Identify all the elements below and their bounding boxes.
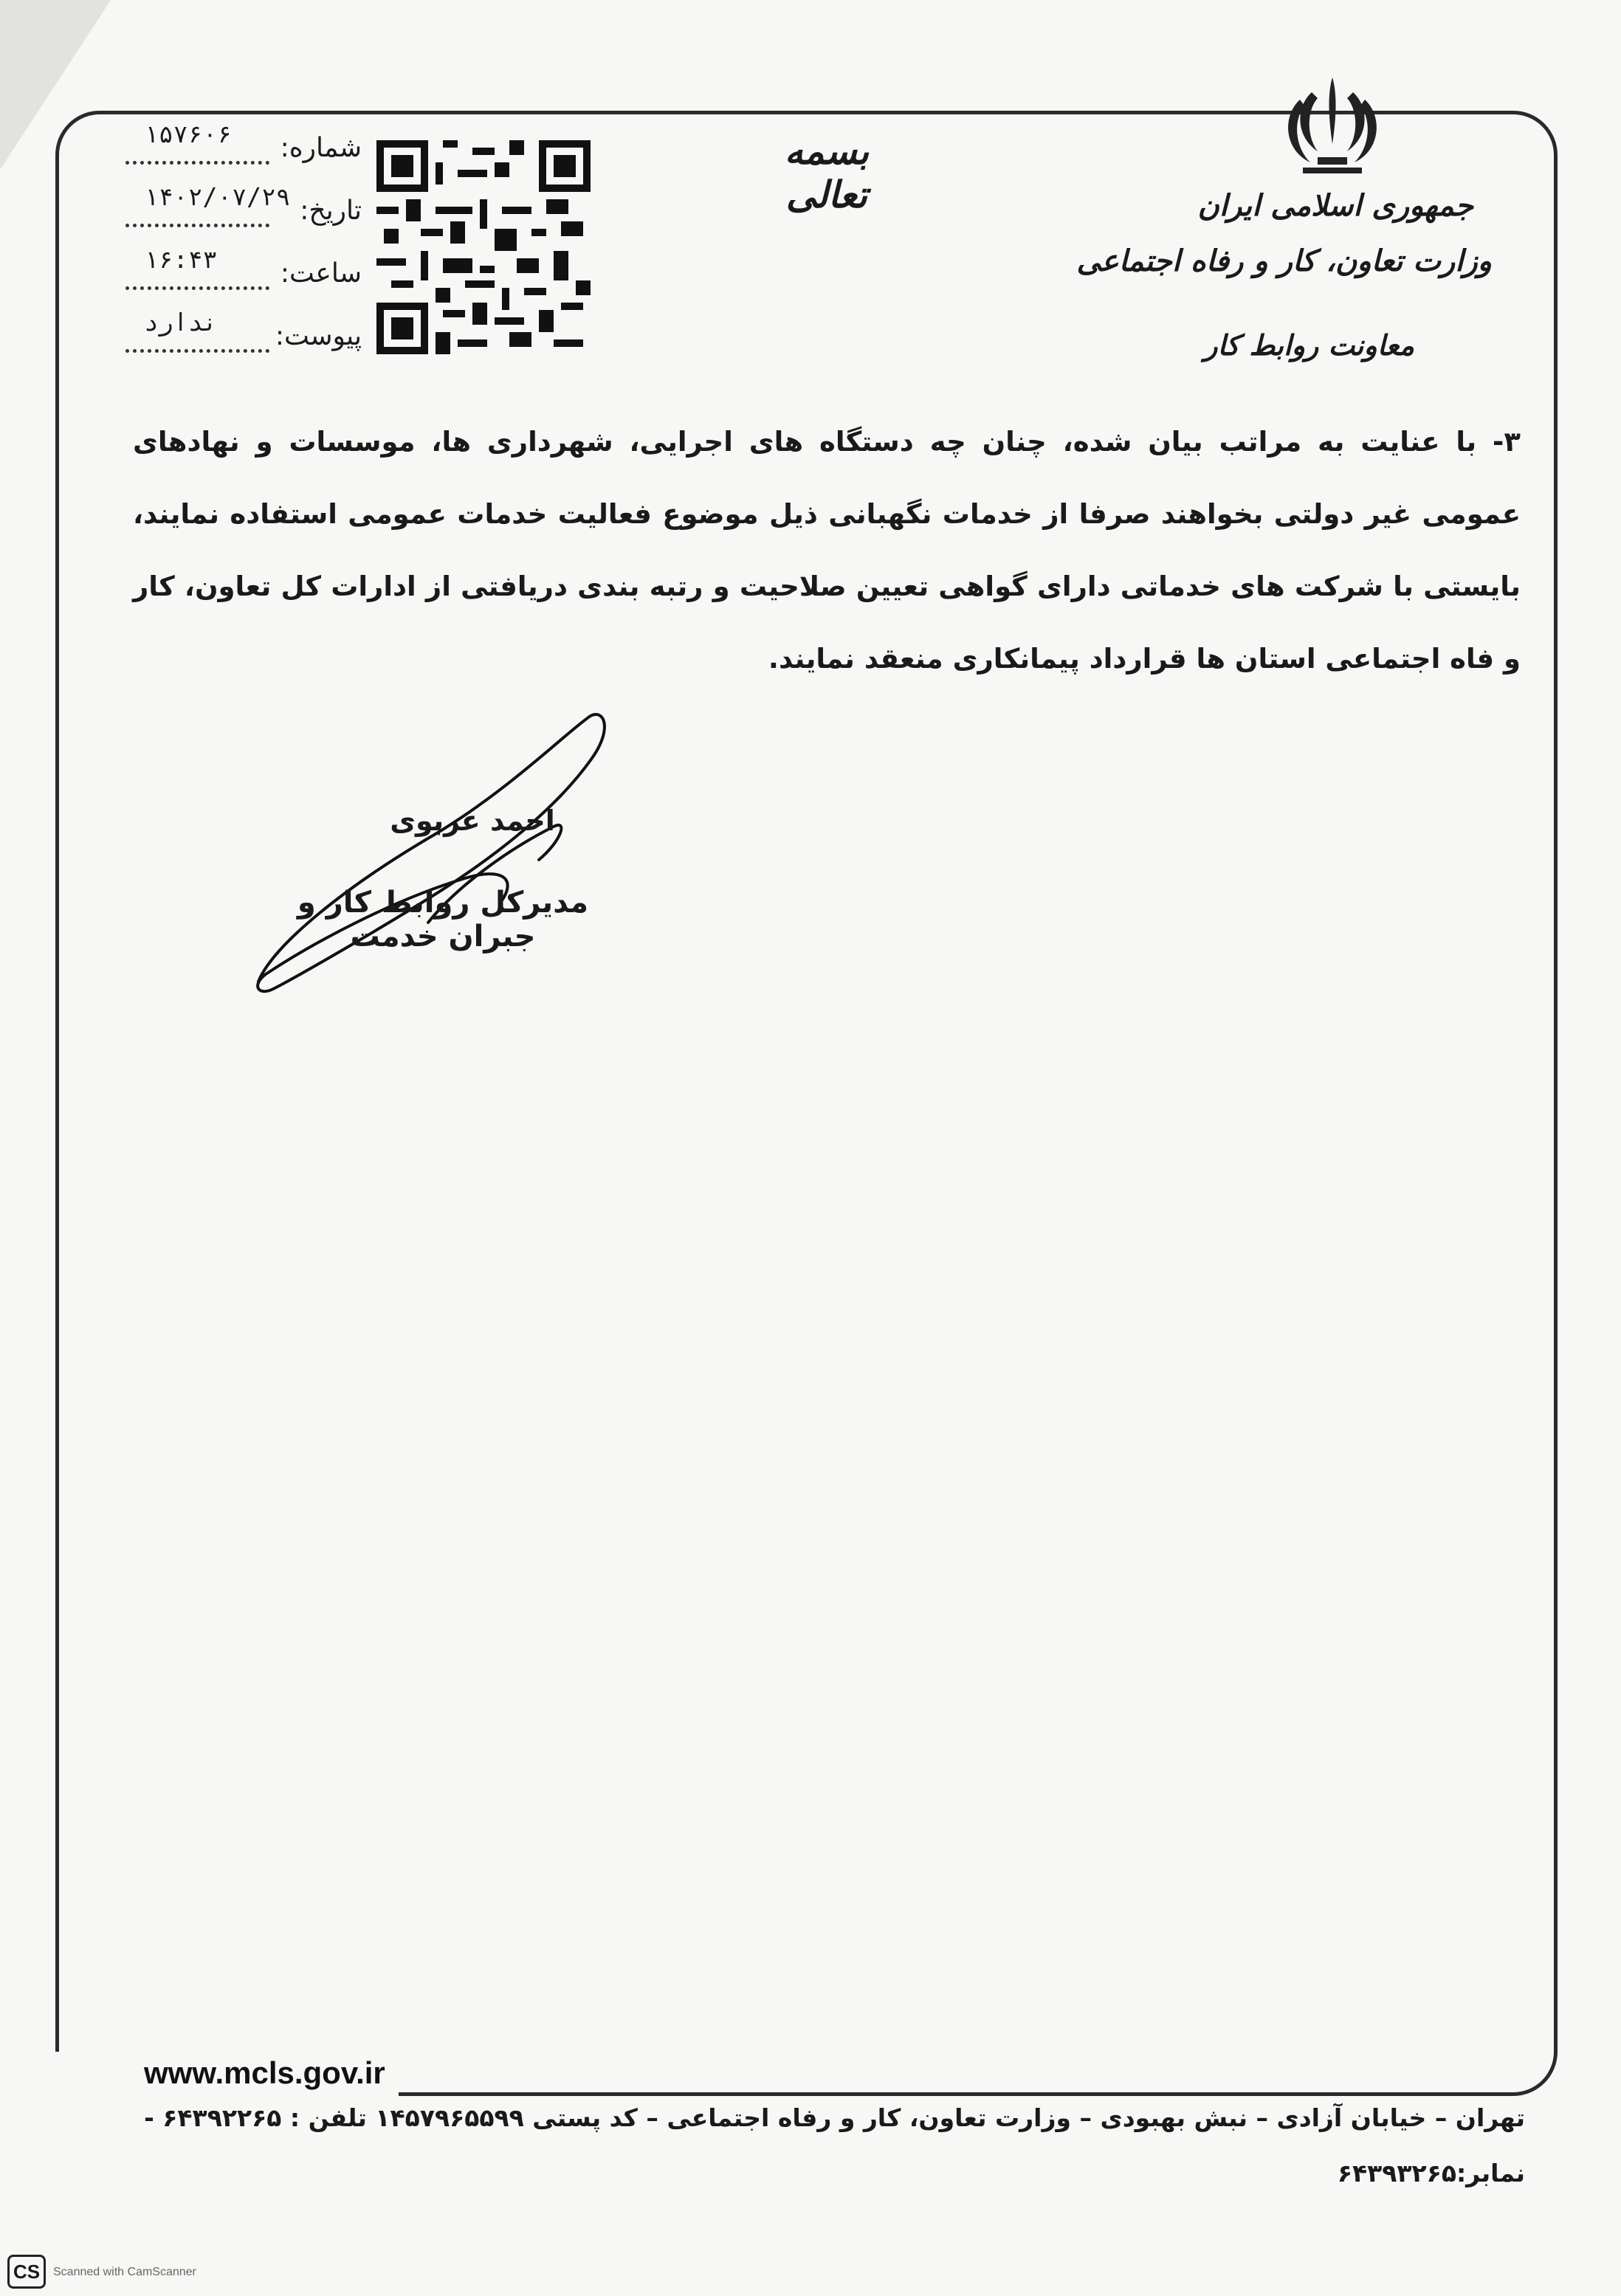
camscanner-logo: CS [7,2255,46,2289]
date-label: تاریخ: [300,196,362,226]
qr-code [376,140,591,354]
number-label: شماره: [280,133,362,163]
attachment-label: پیوست: [275,321,362,351]
meta-number [125,120,362,177]
meta-attachment [125,308,362,365]
signer-name: احمد غربوی [390,804,555,837]
iran-emblem-icon [1273,70,1391,181]
dotted-line [125,349,269,353]
attachment-value: ندارد [144,308,218,337]
dotted-line [125,224,269,227]
time-value: ۱۶:۴۳ [144,245,218,274]
ministry-name: وزارت تعاون، کار و رفاه اجتماعی [1076,244,1492,278]
basmala-heading: بسمه تعالی [784,129,870,216]
dotted-line [125,286,269,290]
number-value: ۱۵۷۶۰۶ [144,120,233,148]
date-value: ۱۴۰۲/۰۷/۲۹ [144,182,291,211]
meta-date [125,182,362,240]
time-label: ساعت: [280,258,362,289]
signature-scribble [244,701,657,1011]
republic-title: جمهوری اسلامی ایران [1197,188,1473,223]
scanner-caption: Scanned with CamScanner [53,2266,196,2278]
letter-body: ۳- با عنایت به مراتب بیان شده، چنان چه دستگاه های اجرایی، شهرداری ها، موسسات و نهادهای عمومی غیر دولتی بخواهند صرفا از خدمات نگهبانی ذیل موضوع فعالیت خدمات عمومی استفاده نمایند، بایستی با شرکت های خدماتی دارای گواهی تعیین صلاحیت و رتبه بندی دریافتی از ادارات کل تعاون، کار و فاه اجتماعی استان ها قرارداد پیمانکاری منعقد نمایند. [133,426,1521,675]
meta-time [125,245,362,303]
website-link[interactable]: www.mcls.gov.ir [144,2055,385,2090]
footer-fax: نمابر:۶۴۳۹۳۲۶۵ [1337,2159,1525,2188]
signer-title: مدیرکل روابط کار و جبران خدمت [297,886,589,954]
footer-address: تهران – خیابان آزادی – نبش بهبودی – وزارت تعاون، کار و رفاه اجتماعی – کد پستی ۱۴۵۷۹۶۵۵۹۹ تلفن : ۶۴۳۹۲۲۶۵ - [144,2103,1525,2132]
deputy-name: معاونت روابط کار [1204,328,1414,362]
dotted-line [125,161,269,165]
